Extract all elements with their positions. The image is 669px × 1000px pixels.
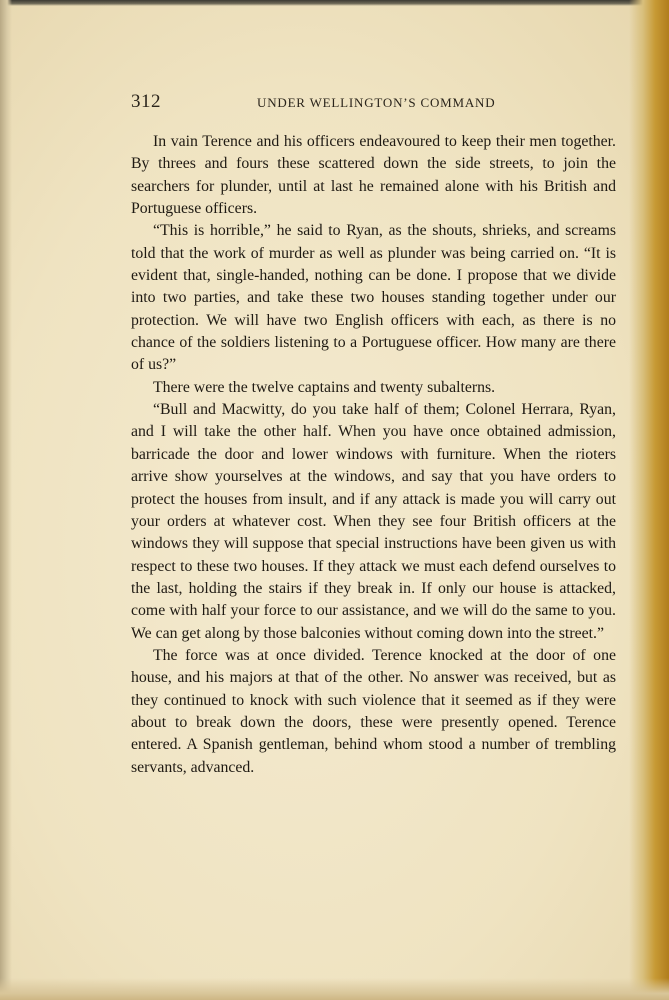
page-right-edge bbox=[629, 0, 669, 1000]
page-top-shadow bbox=[0, 0, 669, 6]
paragraph: The force was at once divided. Terence knocked at the door of one house, and his majors at that of the other. No answer was received, but as they continued to knock with such violence that it seemed as if they were about to break down the doors, these were presently opened. Terence entered. A Spanish gentleman, behind whom stood a number of trembling servants, advanced. bbox=[131, 646, 616, 776]
running-head: UNDER WELLINGTON’S COMMAND bbox=[257, 95, 496, 110]
page-bottom-edge bbox=[0, 978, 669, 1000]
paragraph: “Bull and Macwitty, do you take half of them; Colonel Herrara, Ryan, and I will take the other half. When you have once obtained admission, barricade the door and lower windows with furniture. When the rioters arrive show yourselves at the windows, and say that you have orders to protect the houses from insult, and if any attack is made you will carry out your orders at whatever cost. When they see four British officers at the windows they will suppose that special instructions have been given us with respect to these two houses. If they attack we must each defend ourselves to the last, holding the stairs if they break in. If only our house is attacked, come with half your force to our assistance, and we will do the same to you. We can get along by those balconies without coming down into the street.” bbox=[131, 401, 616, 642]
paragraph: In vain Terence and his officers endeavoured to keep their men together. By threes and fours these scattered down the side streets, to join the searchers for plunder, until at last he remained alone with his British and Portuguese officers. bbox=[131, 133, 616, 218]
page-gutter-shadow bbox=[0, 0, 12, 1000]
paragraph: There were the twelve captains and twenty subalterns. bbox=[153, 378, 496, 396]
paragraph: “This is horrible,” he said to Ryan, as the shouts, shrieks, and screams told that the work of murder as well as plunder was being carried on. “It is evident that, single-handed, nothing can be done. I propose that we divide into two parties, and take these two houses standing together under our protection. We will have two English officers with each, as there is no chance of the soldiers listening to a Portuguese officer. How many are there of us?” bbox=[131, 222, 616, 374]
page-header bbox=[131, 91, 615, 115]
page-number: 312 bbox=[131, 91, 161, 112]
body-text bbox=[131, 131, 616, 779]
